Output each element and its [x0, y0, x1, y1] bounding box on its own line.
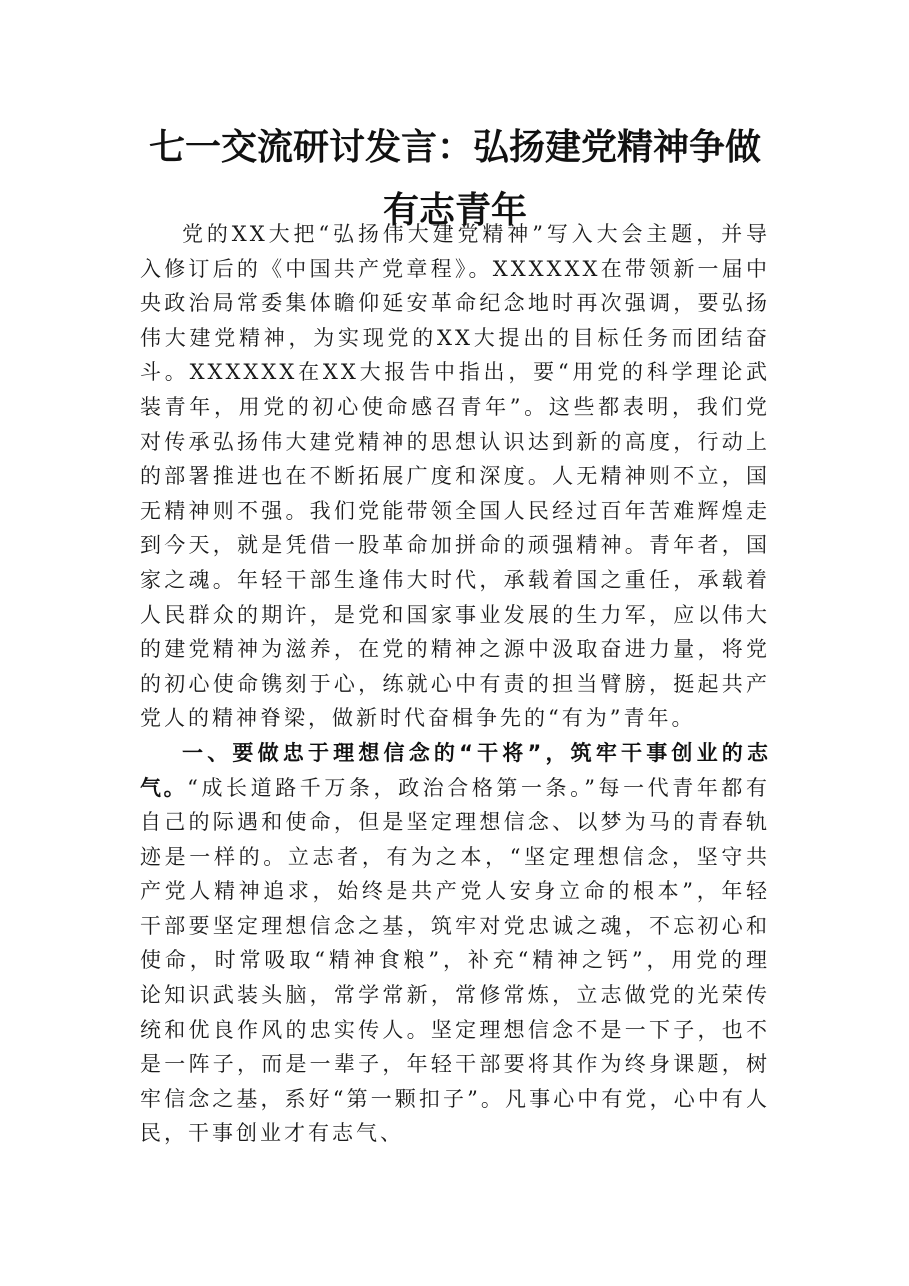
paragraph-section-one: [140, 736, 770, 1151]
document-title: 七一交流研讨发言：弘扬建党精神争做有志青年: [148, 126, 761, 231]
paragraph-intro-text: 党的XX大把“弘扬伟大建党精神”写入大会主题，并导入修订后的《中国共产党章程》。XXXXXX在带领新一届中央政治局常委集体瞻仰延安革命纪念地时再次强调，要弘扬伟大建党精神，为实现党的XX大提出的目标任务而团结奋斗。XXXXXX在XX大报告中指出，要“用党的科学理论武装青年，用党的初心使命感召青年”。这些都表明，我们党对传承弘扬伟大建党精神的思想认识达到新的高度，行动上的部署推进也在不断拓展广度和深度。人无精神则不立，国无精神则不强。我们党能带领全国人民经过百年苦难辉煌走到今天，就是凭借一股革命加拼命的顽强精神。青年者，国家之魂。年轻干部生逢伟大时代，承载着国之重任，承载着人民群众的期许，是党和国家事业发展的生力军，应以伟大的建党精神为滋养，在党的精神之源中汲取奋进力量，将党的初心使命镌刻于心，练就心中有责的担当臂膀，挺起共产党人的精神脊梁，做新时代奋楫争先的“有为”青年。: [140, 222, 770, 731]
document-body: [140, 217, 770, 1151]
section-one-heading: 一、要做忠于理想信念的“干将”，筑牢干事创业的志气。: [140, 740, 770, 800]
paragraph-intro: [140, 217, 770, 736]
section-one-text: “成长道路千万条，政治合格第一条。”每一代青年都有自己的际遇和使命，但是坚定理想信念、以梦为马的青春轨迹是一样的。立志者，有为之本，“坚定理想信念，坚守共产党人精神追求，始终是共产党人安身立命的根本”，年轻干部要坚定理想信念之基，筑牢对党忠诚之魂，不忘初心和使命，时常吸取“精神食粮”，补充“精神之钙”，用党的理论知识武装头脑，常学常新，常修常炼，立志做党的光荣传统和优良作风的忠实传人。坚定理想信念不是一下子，也不是一阵子，而是一辈子，年轻干部要将其作为终身课题，树牢信念之基，系好“第一颗扣子”。凡事心中有党，心中有人民，干事创业才有志气、: [140, 775, 770, 1146]
